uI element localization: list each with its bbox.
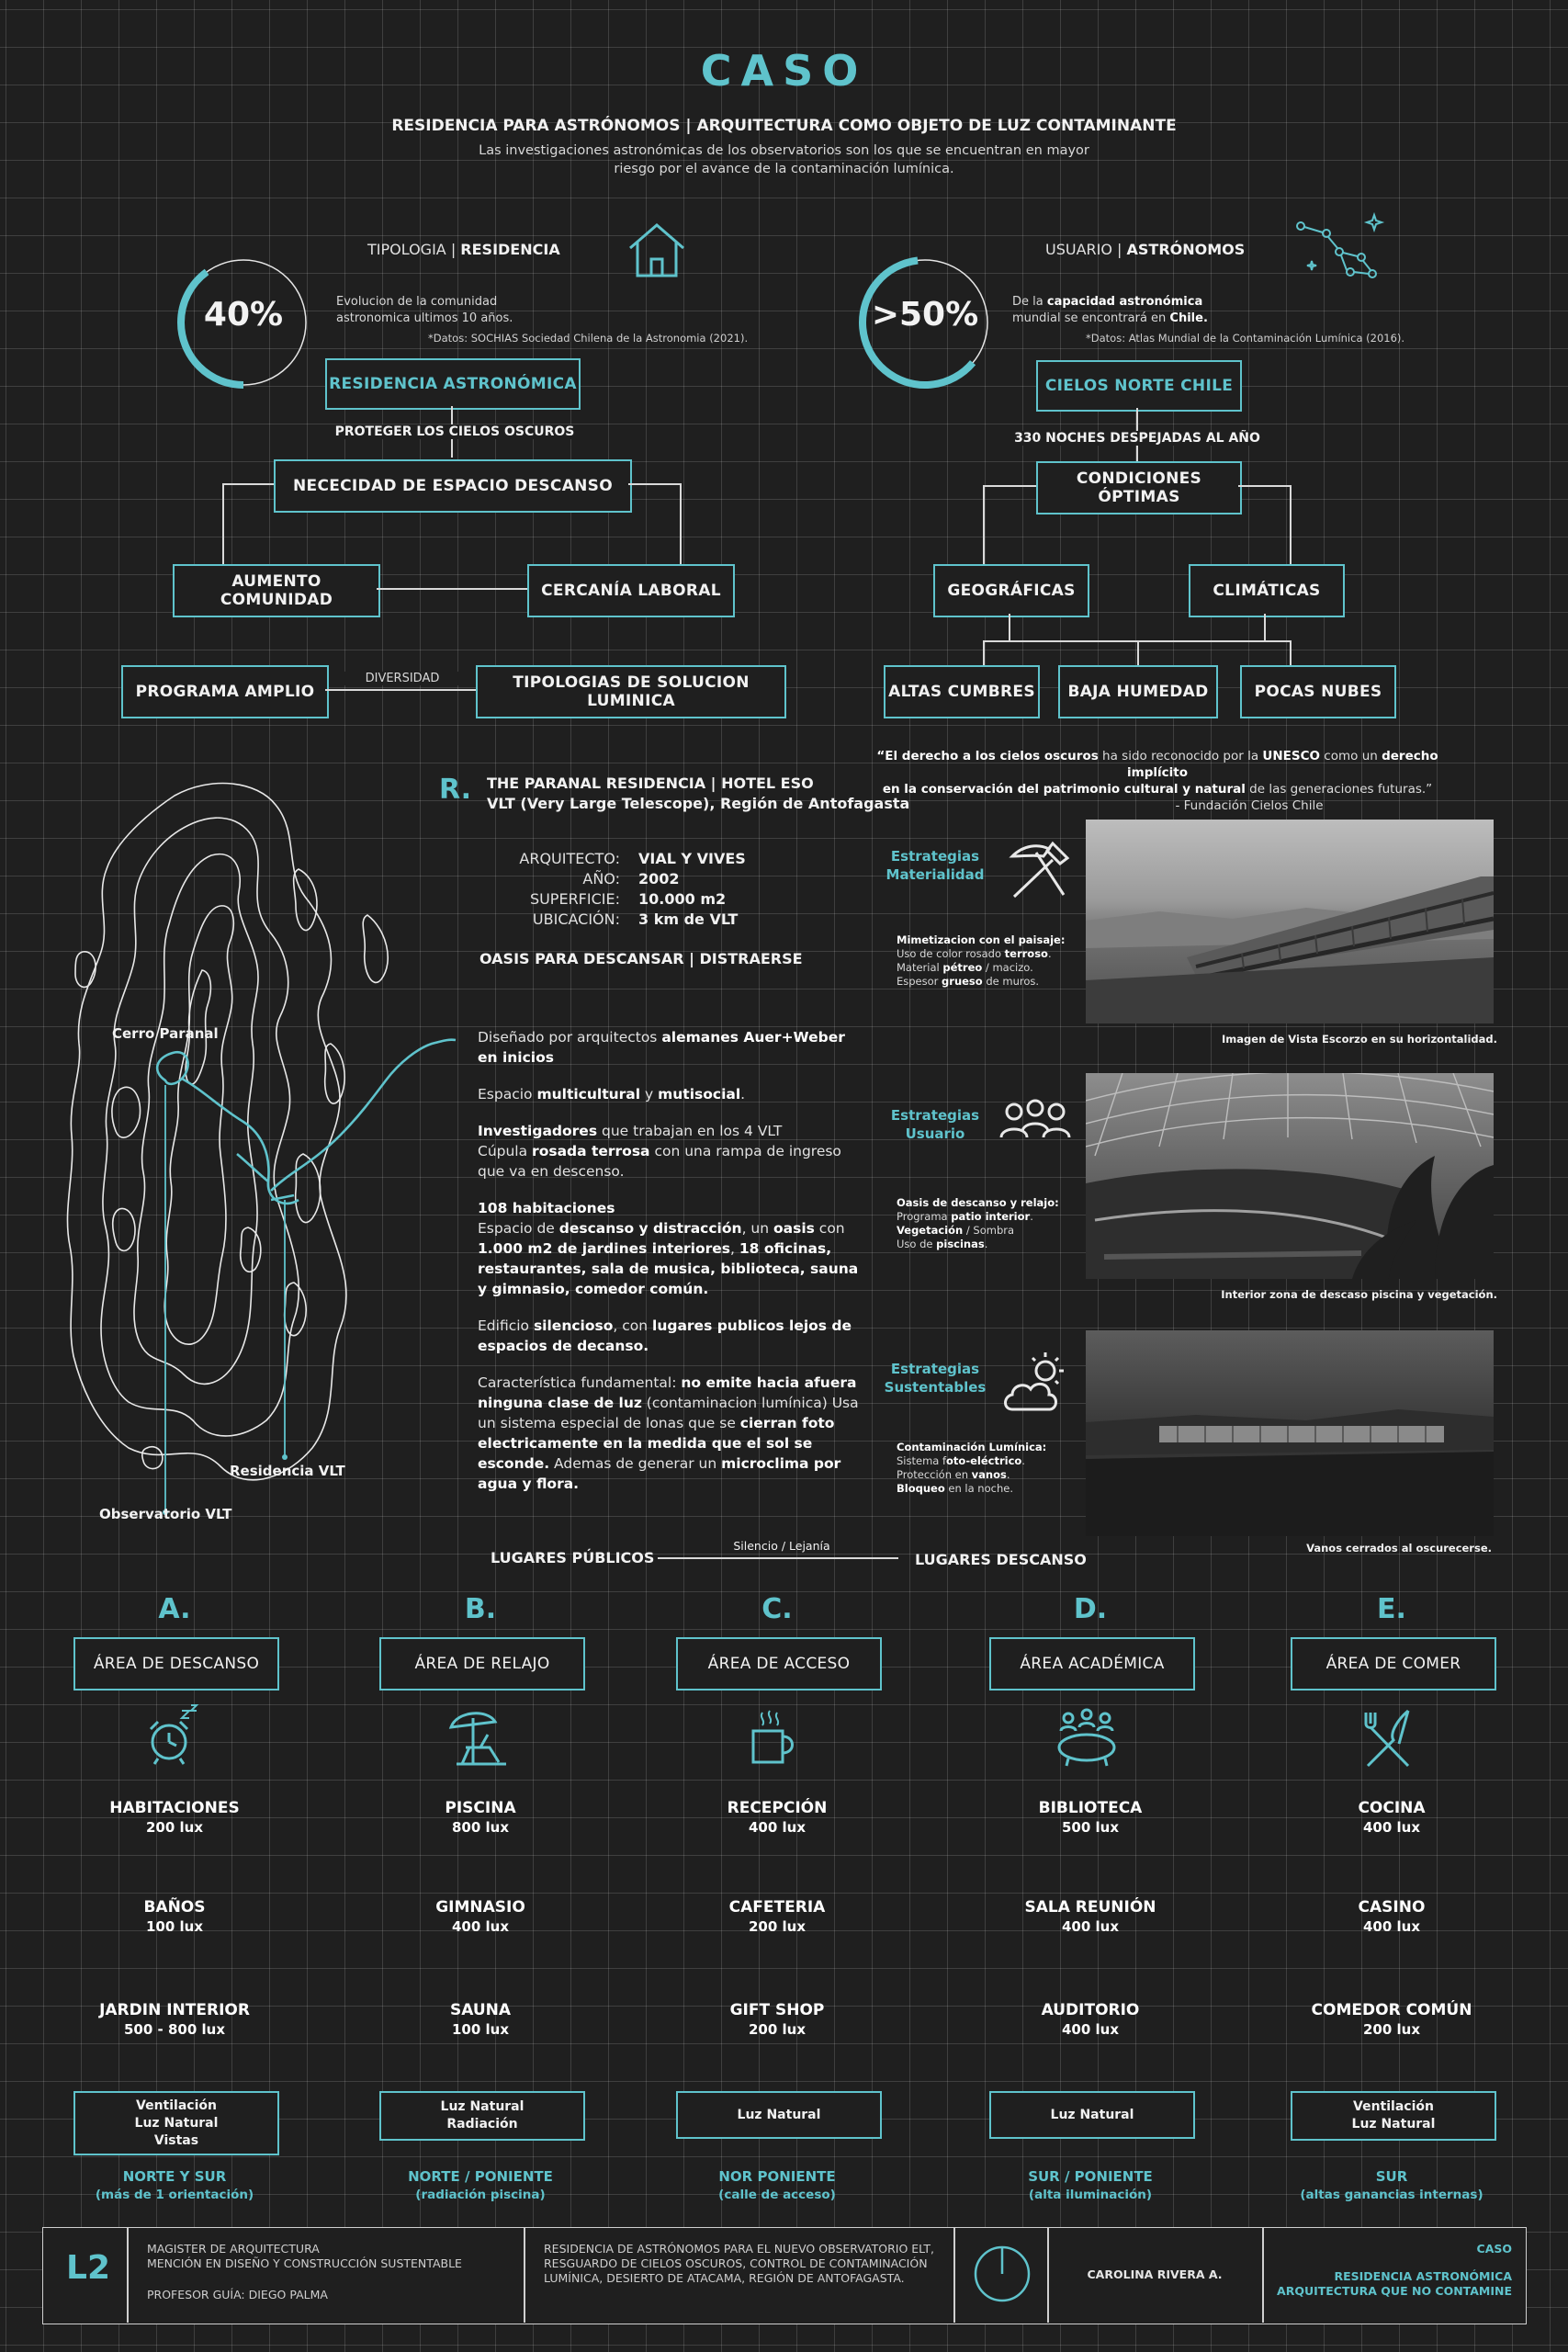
project-facts: [496, 849, 863, 930]
quote-block: [845, 748, 1470, 814]
footer-project-line: LUMÍNICA, DESIERTO DE ATACAMA, REGIÓN DE ANTOFAGASTA.: [544, 2271, 905, 2285]
note-text: de muros.: [982, 975, 1040, 988]
footer-section: [1268, 2242, 1512, 2299]
zone-conditions-box: [379, 2091, 585, 2141]
note-text: .: [1030, 1210, 1033, 1223]
zone-conditions-box: [1291, 2091, 1496, 2141]
box-cercania-laboral: CERCANÍA LABORAL: [527, 564, 735, 617]
zone-condition: Vistas: [153, 2132, 199, 2148]
note-bold: vanos: [971, 1468, 1007, 1481]
note-text: Sistema f: [897, 1454, 947, 1467]
note-text: Uso de: [897, 1238, 937, 1250]
note-text: Protección en: [897, 1468, 972, 1481]
box-residencia-astronomica: RESIDENCIA ASTRONÓMICA: [325, 358, 581, 410]
clock-compass-icon: [972, 2244, 1032, 2304]
zone-item-name: RECEPCIÓN: [727, 1799, 828, 1817]
connector: [983, 485, 985, 564]
tipologia-heading: [367, 241, 560, 258]
strategy-title: [884, 1106, 987, 1143]
label-proteger: PROTEGER LOS CIELOS OSCUROS: [312, 424, 597, 439]
zone-condition: Luz Natural: [737, 2107, 821, 2122]
project-tagline: OASIS PARA DESCANSAR | DISTRAERSE: [479, 950, 803, 967]
footer-project-line: RESGUARDO DE CIELOS OSCUROS, CONTROL DE CONTAMINACIÓN: [544, 2256, 928, 2270]
quote-bold: derecho implícito: [1127, 749, 1438, 780]
zone-item-lux: 500 lux: [1061, 1819, 1120, 1836]
zone-letter: A.: [158, 1593, 191, 1625]
sun-cloud-icon: [1001, 1351, 1075, 1420]
zone-condition: Ventilación: [1353, 2099, 1434, 2114]
zone-item-name: CAFETERIA: [728, 1898, 826, 1917]
zone-orientation-note: (más de 1 orientación): [95, 2188, 254, 2202]
zone-item-name: GIFT SHOP: [729, 2001, 825, 2019]
footer-author: CAROLINA RIVERA A.: [1087, 2267, 1223, 2281]
zone-area-box: ÁREA DE COMER: [1291, 1637, 1496, 1690]
connector: [1238, 485, 1290, 487]
intro-line-2: riesgo por el avance de la contaminación lumínica.: [614, 162, 954, 176]
zone-letter: B.: [464, 1593, 497, 1625]
zone-letter: D.: [1073, 1593, 1108, 1625]
zone-item-name: COMEDOR COMÚN: [1311, 2001, 1472, 2019]
footer-logo: L2: [66, 2249, 110, 2287]
connector: [1009, 614, 1010, 641]
strategy-notes: [897, 1441, 1099, 1496]
note-bold: Vegetación: [897, 1224, 964, 1237]
footer-program: [147, 2242, 462, 2302]
coffee-cup-icon: [744, 1707, 810, 1771]
project-description: Diseñado por arquitectos alemanes Auer+Weber en inicios Espacio multicultural y mutisocial. Investigadores que trabajan en los 4 VLT Cúpula rosada terrosa con una rampa de ingreso que va en descenso. 108 habitaciones Espacio de descanso y distracción, un oasis con 1.000 m2 de jardines interiores, 18 oficinas, restaurantes, sala de musica, biblioteca, sauna y gimnasio, comedor común. Edificio silencioso, con lugares publicos lejos de espacios de decanso. Característica fundamental: no emite hacia afuera ninguna clase de luz (contaminacion lumínica) Usa un sistema especial de lonas que se cierran foto electricamente en la medida que el sol se esconde. Ademas de generar un microclima por agua y flora.: [478, 1029, 859, 1492]
box-baja-humedad: BAJA HUMEDAD: [1058, 665, 1218, 718]
box-tipologias: TIPOLOGIAS DE SOLUCION LUMINICA: [476, 665, 786, 718]
project-letter: R.: [439, 774, 472, 806]
zone-item-lux: 200 lux: [145, 1819, 204, 1836]
zone-item-name: JARDIN INTERIOR: [99, 2001, 250, 2019]
stat-right: [1012, 294, 1208, 327]
zone-area-box: ÁREA DE ACCESO: [676, 1637, 882, 1690]
strategy-title-line: Estrategias: [890, 1361, 980, 1377]
note-bold: grueso: [942, 975, 983, 988]
photo-residencia-exterior: [1086, 820, 1494, 1023]
tipologia-heading-bold: RESIDENCIA: [460, 241, 560, 258]
note-bold: Bloqueo: [897, 1482, 945, 1495]
zone-conditions-box: [73, 2091, 279, 2155]
usuario-heading-bold: ASTRÓNOMOS: [1126, 241, 1246, 258]
zone-item-name: HABITACIONES: [109, 1799, 240, 1817]
zone-conditions-box: [676, 2091, 882, 2139]
fact-label: SUPERFICIE:: [529, 890, 620, 908]
zone-item-lux: 400 lux: [451, 1918, 510, 1935]
zone-item-lux: 200 lux: [1362, 2021, 1421, 2038]
zone-condition: Ventilación: [136, 2098, 217, 2113]
strategy-notes: [897, 1196, 1099, 1251]
source-right: *Datos: Atlas Mundial de la Contaminación Lumínica (2016).: [1086, 332, 1405, 345]
meeting-table-icon: [1057, 1707, 1123, 1771]
zone-item-lux: 400 lux: [1362, 1819, 1421, 1836]
note-text: .: [984, 1238, 988, 1250]
note-text: .: [1006, 1468, 1010, 1481]
box-pocas-nubes: POCAS NUBES: [1240, 665, 1396, 718]
page-title: CASO: [700, 46, 868, 96]
strategy-title-line: Estrategias: [890, 848, 980, 865]
footer-project: [544, 2242, 948, 2286]
note-bold: oto-eléctrico: [946, 1454, 1022, 1467]
strategy-note-heading: Mimetizacion con el paisaje:: [897, 933, 1066, 946]
quote-author: - Fundación Cielos Chile: [1175, 798, 1324, 813]
stat-left-line-2: astronomica ultimos 10 años.: [336, 311, 513, 325]
quote-text: de las generaciones futuras.”: [1245, 782, 1433, 797]
stat-right-bold: Chile.: [1169, 311, 1208, 325]
footer-program-line: MAGISTER DE ARQUITECTURA: [147, 2242, 320, 2256]
box-aumento-comunidad: AUMENTO COMUNIDAD: [173, 564, 380, 617]
stat-right-bold: capacidad astronómica: [1046, 295, 1203, 309]
zone-orientation-note: (altas ganancias internas): [1300, 2188, 1483, 2202]
zone-orientation-note: (alta iluminación): [1028, 2188, 1153, 2202]
box-necesidad: NECECIDAD DE ESPACIO DESCANSO: [274, 459, 632, 513]
beach-chair-icon: [447, 1707, 513, 1771]
zone-orientation: SUR / PONIENTE: [1028, 2168, 1153, 2185]
label-cerro-paranal: Cerro Paranal: [112, 1025, 219, 1042]
box-condiciones: CONDICIONES ÓPTIMAS: [1036, 461, 1242, 514]
zone-item-name: BIBLIOTECA: [1038, 1799, 1143, 1817]
label-diversidad: DIVERSIDAD: [344, 672, 461, 685]
footer-divider: [524, 2227, 525, 2323]
zone-area-box: ÁREA ACADÉMICA: [989, 1637, 1195, 1690]
connector: [377, 588, 527, 590]
fact-value: 3 km de VLT: [638, 910, 739, 928]
zone-condition: Luz Natural: [1050, 2107, 1134, 2122]
zone-item-lux: 200 lux: [748, 1918, 807, 1935]
note-text: Programa: [897, 1210, 952, 1223]
zone-orientation: NORTE Y SUR: [122, 2168, 227, 2185]
strategy-title-line: Estrategias: [890, 1107, 980, 1124]
usuario-heading-light: USUARIO |: [1045, 241, 1127, 258]
connector: [222, 483, 224, 564]
zone-letter: C.: [761, 1593, 793, 1625]
photo-caption: Vanos cerrados al oscurecerse.: [1306, 1542, 1492, 1555]
note-text: / Sombra: [963, 1224, 1015, 1237]
note-bold: pétreo: [942, 961, 983, 974]
box-climaticas: CLIMÁTICAS: [1189, 564, 1345, 617]
box-geograficas: GEOGRÁFICAS: [933, 564, 1089, 617]
project-title-line-1: THE PARANAL RESIDENCIA | HOTEL ESO: [487, 775, 814, 792]
strategy-title: [884, 1360, 987, 1396]
connector: [222, 483, 274, 485]
tipologia-heading-light: TIPOLOGIA |: [367, 241, 461, 258]
box-altas-cumbres: ALTAS CUMBRES: [884, 665, 1040, 718]
quote-bold: UNESCO: [1262, 749, 1321, 763]
constellation-icon: [1293, 209, 1385, 287]
stat-left: [336, 294, 513, 327]
fact-value: VIAL Y VIVES: [638, 850, 746, 867]
people-group-icon: [996, 1095, 1075, 1159]
note-text: Espesor: [897, 975, 942, 988]
fact-label: UBICACIÓN:: [532, 910, 620, 928]
note-bold: patio interior: [951, 1210, 1031, 1223]
label-lugares-publicos: LUGARES PÚBLICOS: [491, 1549, 655, 1566]
connector: [983, 640, 985, 666]
footer-divider: [1262, 2227, 1264, 2323]
stat-right-text: mundial se encontrará en: [1012, 311, 1170, 325]
connector: [680, 483, 682, 564]
stat-left-line-1: Evolucion de la comunidad: [336, 295, 498, 309]
quote-bold: en la conservación del patrimonio cultural y natural: [882, 782, 1246, 797]
footer-divider: [953, 2227, 955, 2323]
strategy-title-line: Usuario: [905, 1125, 965, 1142]
photo-interior-pool: [1086, 1073, 1494, 1279]
source-left: *Datos: SOCHIAS Sociedad Chilena de la Astronomia (2021).: [428, 332, 749, 345]
strategy-title-line: Sustentables: [884, 1379, 987, 1396]
zone-orientation: SUR: [1375, 2168, 1408, 2185]
footer-project-line: RESIDENCIA DE ASTRÓNOMOS PARA EL NUEVO OBSERVATORIO ELT,: [544, 2242, 935, 2256]
label-observatorio-vlt: Observatorio VLT: [99, 1506, 232, 1522]
connector: [983, 640, 1290, 642]
footer-right-line: ARQUITECTURA QUE NO CONTAMINE: [1277, 2284, 1512, 2298]
project-title: [487, 774, 909, 814]
box-cielos-norte: CIELOS NORTE CHILE: [1036, 360, 1242, 412]
intro-line-1: Las investigaciones astronómicas de los observatorios son los que se encuentran en mayor: [479, 143, 1089, 158]
connector: [1264, 614, 1266, 641]
usuario-heading: [1045, 241, 1245, 258]
note-text: / macizo.: [982, 961, 1033, 974]
fork-knife-icon: [1359, 1707, 1425, 1771]
zone-item-name: PISCINA: [445, 1799, 516, 1817]
strategy-note-heading: Oasis de descanso y relajo:: [897, 1196, 1059, 1209]
zone-item-lux: 400 lux: [748, 1819, 807, 1836]
page-subtitle: RESIDENCIA PARA ASTRÓNOMOS | ARQUITECTURA COMO OBJETO DE LUZ CONTAMINANTE: [391, 117, 1177, 135]
fact-value: 2002: [638, 870, 680, 888]
zone-condition: Luz Natural: [1351, 2117, 1436, 2132]
note-text: .: [1021, 1454, 1025, 1467]
footer-divider: [127, 2227, 129, 2323]
zone-condition: Radiación: [446, 2117, 518, 2132]
zone-item-name: SALA REUNIÓN: [1024, 1898, 1156, 1917]
zone-item-lux: 800 lux: [451, 1819, 510, 1836]
connector: [628, 483, 680, 485]
zone-orientation: NORTE / PONIENTE: [408, 2168, 553, 2185]
label-lugares-descanso: LUGARES DESCANSO: [915, 1551, 1087, 1568]
connector: [1290, 485, 1292, 564]
strategy-title-line: Materialidad: [886, 866, 985, 883]
zone-condition: Luz Natural: [440, 2099, 525, 2114]
hammer-pick-icon: [1003, 836, 1073, 906]
strategy-notes: [897, 933, 1099, 989]
zone-item-lux: 500 - 800 lux: [123, 2021, 225, 2038]
connector: [658, 1557, 898, 1559]
fact-label: AÑO:: [582, 870, 620, 888]
zone-item-name: COCINA: [1358, 1799, 1426, 1817]
zone-area-box: ÁREA DE DESCANSO: [73, 1637, 279, 1690]
connector: [1137, 640, 1139, 666]
quote-text: como un: [1320, 749, 1382, 763]
connector: [325, 689, 476, 691]
label-silencio: Silencio / Lejanía: [733, 1539, 830, 1553]
project-title-line-2: VLT (Very Large Telescope), Región de Antofagasta: [487, 795, 910, 812]
zone-item-lux: 100 lux: [451, 2021, 510, 2038]
topographic-map: [64, 768, 468, 1531]
footer-guide: PROFESOR GUÍA: DIEGO PALMA: [147, 2288, 328, 2301]
zone-item-lux: 400 lux: [1061, 1918, 1120, 1935]
connector: [983, 485, 1036, 487]
zone-orientation-note: (radiación piscina): [415, 2188, 546, 2202]
photo-caption: Interior zona de descaso piscina y vegetación.: [1221, 1288, 1497, 1301]
photo-night-facade: [1086, 1330, 1494, 1536]
connector: [1290, 640, 1292, 666]
zone-item-lux: 200 lux: [748, 2021, 807, 2038]
zone-conditions-box: [989, 2091, 1195, 2139]
percent-right: >50%: [871, 296, 979, 334]
zone-item-lux: 100 lux: [145, 1918, 204, 1935]
zone-item-name: SAUNA: [449, 2001, 512, 2019]
zone-item-lux: 400 lux: [1362, 1918, 1421, 1935]
quote-text: ha sido reconocido por la: [1098, 749, 1263, 763]
zone-item-name: AUDITORIO: [1041, 2001, 1140, 2019]
photo-caption: Imagen de Vista Escorzo en su horizontalidad.: [1222, 1033, 1497, 1046]
zone-item-lux: 400 lux: [1061, 2021, 1120, 2038]
zone-item-name: GIMNASIO: [435, 1898, 525, 1917]
fact-label: ARQUITECTO:: [519, 850, 620, 867]
note-text: .: [1047, 947, 1052, 960]
zone-condition: Luz Natural: [134, 2115, 219, 2131]
strategy-title: [884, 847, 987, 884]
zone-orientation-note: (calle de acceso): [718, 2188, 836, 2202]
note-bold: terroso: [1004, 947, 1048, 960]
zone-area-box: ÁREA DE RELAJO: [379, 1637, 585, 1690]
note-bold: piscinas: [936, 1238, 985, 1250]
zone-orientation: NOR PONIENTE: [718, 2168, 836, 2185]
percent-left: 40%: [203, 296, 284, 334]
stat-right-text: De la: [1012, 295, 1047, 309]
zone-item-name: BAÑOS: [143, 1898, 206, 1917]
house-icon: [625, 220, 689, 279]
quote-bold: “El derecho a los cielos oscuros: [876, 749, 1099, 763]
label-residencia-vlt: Residencia VLT: [230, 1463, 345, 1479]
note-text: en la noche.: [944, 1482, 1013, 1495]
footer-right-line: RESIDENCIA ASTRONÓMICA: [1334, 2269, 1512, 2283]
label-noches: 330 NOCHES DESPEJADAS AL AÑO: [998, 431, 1277, 446]
alarm-clock-icon: [141, 1707, 208, 1771]
footer-program-line: MENCIÓN EN DISEÑO Y CONSTRUCCIÓN SUSTENTABLE: [147, 2256, 462, 2270]
zone-item-name: CASINO: [1358, 1898, 1426, 1917]
strategy-note-heading: Contaminación Lumínica:: [897, 1441, 1047, 1453]
fact-value: 10.000 m2: [638, 890, 727, 908]
note-text: Material: [897, 961, 943, 974]
footer-section-label: CASO: [1476, 2242, 1512, 2256]
note-text: Uso de color rosado: [897, 947, 1005, 960]
zone-letter: E.: [1377, 1593, 1406, 1625]
box-programa-amplio: PROGRAMA AMPLIO: [121, 665, 329, 718]
